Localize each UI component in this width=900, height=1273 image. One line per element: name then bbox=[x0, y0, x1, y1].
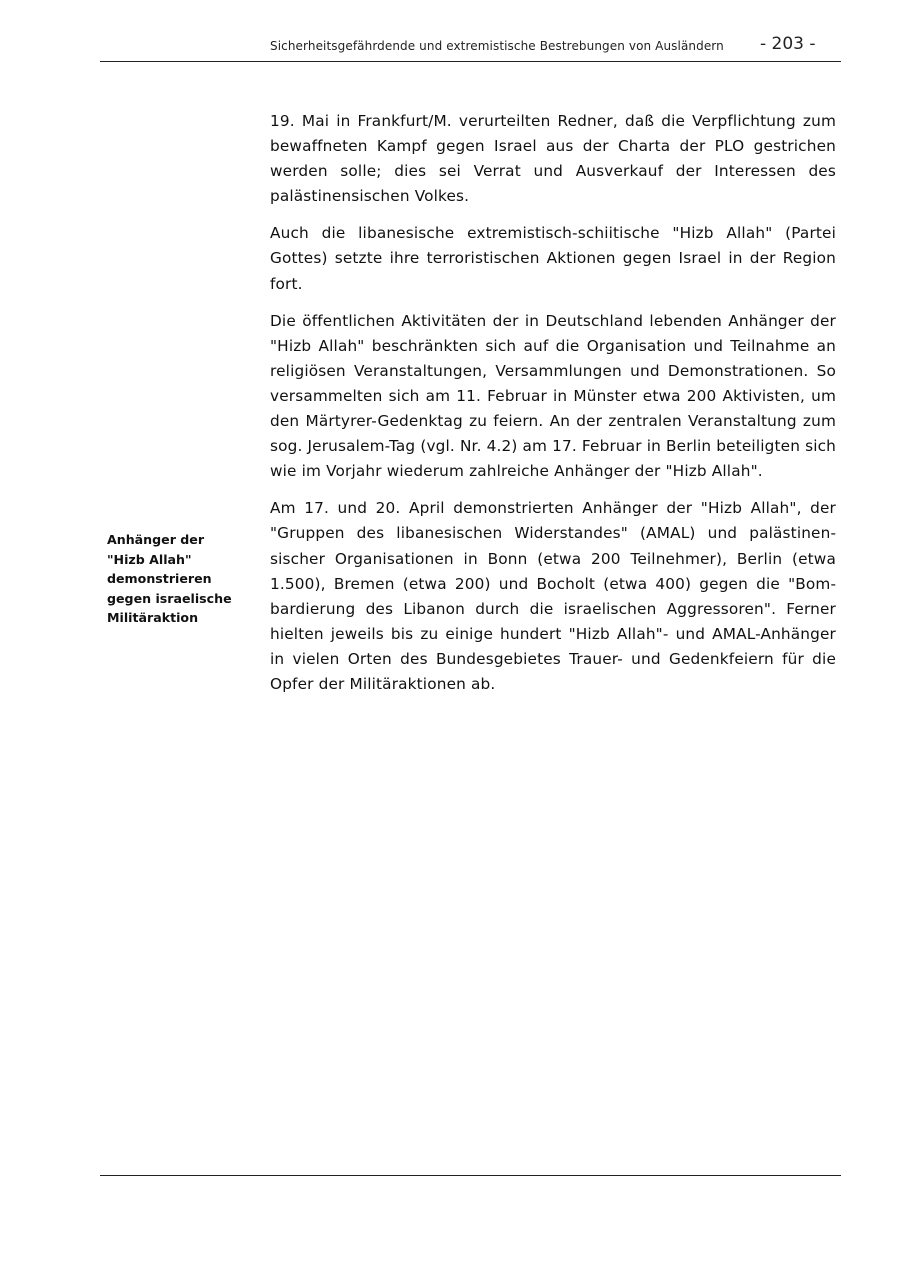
paragraph-april-demonstrations: Am 17. und 20. April demonstrierten Anhänger der "Hizb Allah", der "Gruppen des libanesischen Widerstandes" (AMAL) und palästinensischer Organisationen in Bonn (etwa 200 Teilnehmer), Berlin (etwa 1.500), Bremen (etwa 200) und Bocholt (etwa 400) gegen die "Bombardierung des Libanon durch die israelischen Aggressoren". Ferner hielten jeweils bis zu einige hundert "Hizb Allah"- und AMAL-Anhänger in vielen Orten des Bundesgebietes Trauer- und Gedenkfeiern für die Opfer der Militäraktionen ab. bbox=[270, 499, 836, 693]
running-header-title: Sicherheitsgefährdende und extremistische Bestrebungen von Ausländern bbox=[270, 39, 724, 53]
margin-note-line: Anhänger der bbox=[107, 532, 205, 547]
margin-note bbox=[107, 530, 247, 628]
page-number: - 203 - bbox=[760, 34, 816, 54]
paragraph-hizb-allah-actions: Auch die libanesische extremistisch-schiitische "Hizb Allah" (Partei Gottes) setzte ihre terroristischen Aktionen gegen Israel in der Region fort. bbox=[270, 224, 836, 293]
page-header bbox=[100, 30, 841, 62]
margin-note-line: gegen israelische bbox=[107, 590, 232, 606]
margin-note-line: demonstrieren bbox=[107, 571, 212, 587]
paragraph-frankfurt: 19. Mai in Frankfurt/M. verurteilten Redner, daß die Verpflichtung zum bewaffneten Kampf gegen Israel aus der Charta der PLO gestrichen werden solle; dies sei Verrat und Ausverkauf der Interessen des palästinensischen Volkes. bbox=[270, 112, 836, 206]
margin-note-line: "Hizb Allah" bbox=[107, 551, 192, 567]
margin-note-line: Militäraktion bbox=[107, 610, 199, 626]
footer-rule bbox=[100, 1175, 841, 1176]
paragraph-activities-germany: Die öffentlichen Aktivitäten der in Deutschland lebenden Anhänger der "Hizb Allah" beschränkten sich auf die Organisation und Teilnahme an religiösen Veranstaltungen, Versammlungen und Demonstrationen. So versammelten sich am 11. Februar in Münster etwa 200 Aktivisten, um den Märtyrer-Gedenktag zu feiern. An der zentralen Veranstaltung zum sog. Jerusalem-Tag (vgl. Nr. 4.2) am 17. Februar in Berlin beteiligten sich wie im Vorjahr wiederum zahlreiche Anhänger der "Hizb Allah". bbox=[270, 311, 836, 481]
body-text bbox=[270, 109, 836, 709]
